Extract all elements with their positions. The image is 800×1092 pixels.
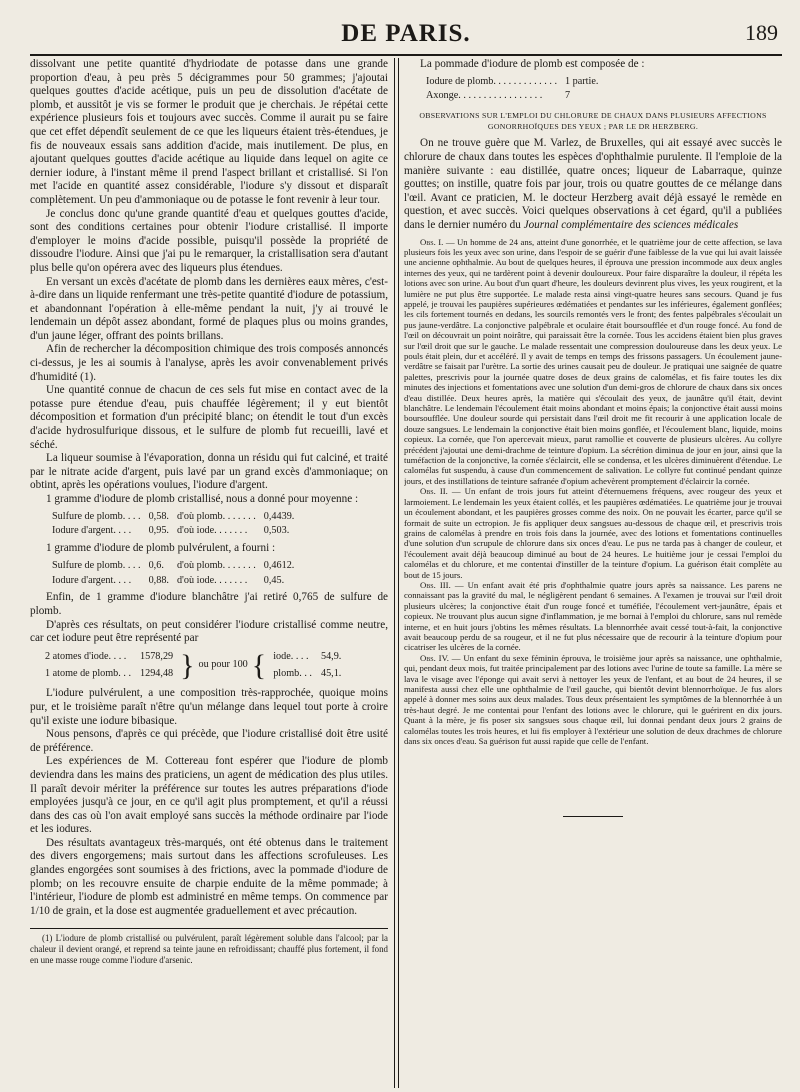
- paragraph: Afin de rechercher la décomposition chimique des trois composés annoncés ci-dessus, je les ai soumis à l'analyse, après les avoir convenablement privés d'humidité (1).: [30, 343, 388, 383]
- columns: [30, 58, 782, 1092]
- table-row: Axonge. . . . . . . . . . . . . . . . . 7: [426, 90, 571, 102]
- paragraph: 1 gramme d'iodure de plomb pulvérulent, a fourni :: [46, 542, 276, 555]
- paragraph: 1 gramme d'iodure de plomb cristallisé, nous a donné pour moyenne :: [46, 493, 359, 505]
- journal-title: Journal complémentaire des sciences médicales: [523, 218, 739, 231]
- column-rule: [394, 58, 399, 1088]
- brace-right: }: [180, 648, 195, 682]
- observation: Obs. III. — Un enfant avait été pris d'ophthalmie quatre jours après sa naissance. Les parens ne connaissant pas la gravité du mal, le négligèrent pendant 6 semaines. A l'examen je trouvai sur l'œil droit plusieurs ulcères; la conjonctive était d'un rouge foncé et tuméfiée, l'écoulement vert-jaunâtre, épais et copieux. Ne trouvant plus aucun signe d'inflammation, je me bornai à l'emploi du chlorure, sans nul remède interne, et en huit jours j'obtins les mêmes résultats. La blennorrhée avait cessé tout-à-fait, la conjonctive avait beaucoup perdu de sa rougeur, et il ne fut plus nécessaire que de recourir à la teinture d'opium pour cicatriser les ulcères de la cornée.: [404, 579, 782, 653]
- footnote-rule: [30, 928, 388, 929]
- table-row: Iodure d'argent. . . . 0,95. d'où iode. . . . . . . 0,503.: [52, 525, 290, 537]
- paragraph: La liqueur soumise à l'évaporation, donna un résidu qui fut calciné, et traité par le nitrate acide d'argent, puis lavé par un grand excès d'ammoniaque; on obtint, après les opérations voulues, l'iodure d'argent.: [30, 452, 388, 492]
- paragraph: Une quantité connue de chacun de ces sels fut mise en contact avec de la potasse pure étendue d'eau, puis chauffée légèrement; il y eut bientôt décomposition et formation d'un précipité blanc; on étendit le tout d'un excès d'acide hydrosulfurique dissous, et le sulfure de plomb fut recueilli, lavé et séché.: [30, 384, 388, 451]
- table-row: Iodure de plomb. . . . . . . . . . . . . 1 partie.: [426, 75, 599, 87]
- paragraph: Je conclus donc qu'une grande quantité d'eau et quelques gouttes d'acide, sont des conditions certaines pour obtenir l'iodure cristallisé. Il importe d'employer le moins d'acide possible, puisqu'il possède la propriété de dissoudre l'iodure. Ainsi que j'ai pu le remarquer, la cristallisation sera d'autant plus belle qu'on opérera avec des liqueurs plus étendues.: [30, 207, 388, 274]
- paragraph: On ne trouve guère que M. Varlez, de Bruxelles, qui ait essayé avec succès le chlorure de chaux dans toutes les espèces d'ophthalmie purulente. Il l'emploie de la manière suivante : eau distillée, quatre onces; liqueur de Labarraque, quinze gouttes; on instille, quatre fois par jour, trois ou quatre gouttes de ce mélange dans l'œil. Avant ce praticien, M. le docteur Herzberg avait déjà essayé le remède en question, et avec succès. Voici quelques observations à cet égard, qu'il a publiées dans le dernier numéro du Journal complémentaire des sciences médicales: [404, 137, 782, 231]
- footnote: (1) L'iodure de plomb cristallisé ou pulvérulent, paraît légèrement soluble dans l'alcool; par la chaleur il devient orangé, et reprend sa teinte jaune en refroidissant; chauffé plus fortement, il fond en une masse rouge comme l'iodure d'arsenic.: [30, 933, 388, 965]
- analysis-table-powder: [50, 558, 302, 590]
- section-heading: OBSERVATIONS SUR L'EMPLOI DU CHLORURE DE CHAUX DANS PLUSIEURS AFFECTIONS GONORRHOÏQUES DES YEUX ; PAR LE DR HERZBERG.: [419, 111, 767, 131]
- paragraph: dissolvant une petite quantité d'hydriodate de potasse dans une grande proportion d'eau, à peu près 5 décigrammes pour 50 grammes; j'ajoutai quelques gouttes d'acide acétique, puis un peu de dissolution d'acétate de plomb, et aussitôt je vis se former le produit que je cherchais. Je répétai cette expérience plusieurs fois et toujours avec succès. Comme il aurait pu se faire que cet effet dépendît seulement de ce que les liqueurs étaient très-étendues, je fis de nouveaux essais sans addition d'acide, mais inutilement. De plus, en ajoutant quelques gouttes d'acide acétique au liquide dans lequel on agite ce dernier iodure, à l'instant même il prend l'aspect brillant et cristallisé. Si l'on met l'acide en quantité assez considérable, l'iodure s'y dissout et disparaît complètement. Un peu d'ammoniaque ou de potasse le font revenir à leur tour.: [30, 58, 388, 206]
- table-row: Sulfure de plomb. . . . 0,58. d'où plomb. . . . . . . 0,4439.: [52, 510, 295, 522]
- paragraph: Les expériences de M. Cottereau font espérer que l'iodure de plomb deviendra dans les mains des praticiens, un agent de médication des plus utiles. Il paraît devoir mériter la préférence sur toutes les autres préparations d'iode employées jusqu'à ce jour, en ce qu'il agit plus promptement, et qu'il a réussi dans des cas où l'on avait employé sans succès la méthode ordinaire par l'iode et les iodures.: [30, 755, 388, 836]
- paragraph: Enfin, de 1 gramme d'iodure blanchâtre j'ai retiré 0,765 de sulfure de plomb.: [30, 591, 388, 617]
- end-rule: [563, 816, 623, 817]
- table-row: Sulfure de plomb. . . . 0,6. d'où plomb. . . . . . . 0,4612.: [52, 559, 295, 571]
- table-row: Iodure d'argent. . . . 0,88. d'où iode. . . . . . . 0,45.: [52, 574, 285, 586]
- paragraph: Nous pensons, d'après ce qui précède, que l'iodure cristallisé doit être usité de préférence.: [30, 728, 388, 754]
- paragraph: Des résultats avantageux très-marqués, ont été obtenus dans le traitement des divers engorgemens; mais surtout dans les affections scrofuleuses. Les glandes engorgées sont soumises à des frictions, avec la pommade d'iodure de plomb; on les recouvre ensuite de charpie enduite de la même pommade; à l'intérieur, l'iodure de plomb est administré en même temps. On commence par 1/10 de grain, et la dose est augmentée graduellement et avec précaution.: [30, 836, 388, 917]
- right-column: [404, 58, 782, 1092]
- paragraph: L'iodure pulvérulent, a une composition très-rapprochée, quoique moins pur, et le troisième paraît n'être qu'un mélange dans lequel tout porte à croire qu'il existe une iodure bibasique.: [30, 687, 388, 727]
- paragraph: D'après ces résultats, on peut considérer l'iodure cristallisé comme neutre, car cet iodure peut être représenté par: [30, 618, 388, 645]
- running-title: DE PARIS.: [341, 20, 471, 47]
- paragraph: La pommade d'iodure de plomb est composée de :: [420, 58, 645, 70]
- page-number: 189: [745, 20, 778, 45]
- brace-left: {: [251, 648, 267, 682]
- observation: Obs. IV. — Un enfant du sexe féminin éprouva, le troisième jour après sa naissance, une ophthalmie, qui, pendant deux mois, fut traitée principalement par des lotions avec l'urine de toute sa famille. La mère se lava le visage avec l'éponge qui avait servi à nettoyer les yeux de l'enfant, et au bout de 24 heures, il se manifesta aussi chez elle une ophthalmie de l'œil gauche, qui bientôt devint blennorrhoïque. Je fus alors appelé à donner mes soins aux deux malades. Tous deux présentaient les symptômes de la blennorrhée à un très-haut degré. Je me contentai pour l'enfant des lotions avec le chlorure, qui le guérirent en dix jours. Quant à la mère, je fis poser six sangsues sous chaque œil, lui donnai pendant deux jours 2 grains de calomélas toutes les trois heures, et lui fis employer à l'extérieur une solution de deux drachmes de chlorure dans six onces d'eau. Sa guérison fut aussi rapide que celle de l'enfant.: [404, 652, 782, 747]
- observation: Obs. II. — Un enfant de trois jours fut atteint d'éternuemens fréquens, avec rougeur des yeux et larmoiement. Le lendemain les yeux étaient collés, et les paupières œdématiées. Le quatrième jour je trouvai un écoulement abondant, et les paupières grosses comme des noix. On ne pouvait les écarter, parce qu'il se formait de suite un ectropion. Je fis appliquer deux sangsues au-dessous de chaque œil, et prescrivis trois grains de calomélas à prendre en trois fois dans la journée, avec des lotions et fomentations continuelles d'une solution d'un scrupule de chlorure dans six onces d'eau. Le pus ne tarda pas à changer de couleur, et l'écoulement avait déjà beaucoup diminué au bout de 24 heures. Le huitième jour je cessai l'emploi du calomélas et du chlorure, et me contentai d'instiller de la teinture d'opium. La guérison était complète au bout de 15 jours.: [404, 486, 782, 580]
- observation: Obs. I. — Un homme de 24 ans, atteint d'une gonorrhée, et le quatrième jour de cette affection, se lava plusieurs fois les yeux avec son urine, dans l'espoir de se guérir d'une faiblesse de la vue qui lui avait laissée une ancienne ophthalmie. Au bout de quelques heures, il éprouva une pression incommode aux deux angles internes des yeux, qui ne tardèrent point à devenir douloureux. Pour faire disparaître la douleur, il répéta les lotions avec son urine. Au bout d'un quart d'heure, les douleurs devinrent plus vives, les yeux rougirent, et la lumière ne put plus être supportée. Le malade resta ainsi vingt-quatre heures sans secours. Quand je fus appelé, je trouvai les paupières supérieures œdématiées et pendantes sur les inférieures, également gonflées; les cils fortement tournés en dedans, les sourcils remontés vers le front; des fentes palpébrales s'écoulait un pus jaune-verdâtre. La conjonctive palpébrale et oculaire était boursoufflée et d'un rouge foncé. Au fond de l'œil on découvrait un point noirâtre, qui paraissait être la cornée. Tous les accidens étaient bien plus graves sur l'œil droit que sur le gauche. Le malade ressentait une compression douloureuse dans les deux yeux. Le pouls était plein, dur et accéléré. Il y avait de temps en temps des frissons passagers. Un écoulement jaune-verdâtre se faisait par l'urètre. La sortie des urines causait peu de douleur. Je pratiquai une saignée de quatre palettes, prescrivis pour la journée quatre doses de deux grains de calomélas, et fis faire toutes les dix minutes des injections et fomentations avec une solution d'un demi-gros de chlorure de chaux dans six onces d'eau distillée. Deux heures après, la matière qui s'écoulait des yeux, de jaunâtre qu'il était, devint blanchâtre. Le lendemain l'écoulement était moins abondant et moins épais; la conjonctive était aussi moins boursoufflée. Une douleur sourde qui persistait dans l'œil droit me fit recourir à une application locale de douze sangsues. Le lendemain la conjonctive était bien moins gonflée, et l'écoulement blanc, liquide, moins copieux. La cornée, que l'on apercevait mieux, parut ramollie et couverte de plusieurs ulcères. Au collyre précédent j'ajoutai une demi-drachme de teinture d'opium. La sécrétion diminua de jour en jour, ainsi que la tuméfaction de la conjonctive, la cornée s'éclaircit, elle se condensa, et les ulcères diminuèrent d'étendue. Le calomélas fut suspendu, à cause d'un commencement de salivation. Le collyre fut continué pendant quinze jours, et des instillations de teinture safranée d'opium achevèrent promptement d'éclaircir la cornée.: [404, 236, 782, 486]
- atomic-formula: 2 atomes d'iode. . . . 1578,29 1 atome de plomb. . . 1294,48 } ou pour 100 { iode. . . . 54,9. plomb. . . 45,1.: [45, 648, 342, 682]
- analysis-table-crystallized: [50, 509, 302, 541]
- page-header: [30, 14, 782, 56]
- paragraph: En versant un excès d'acétate de plomb dans les dernières eaux mères, c'est-à-dire dans un liquide renfermant une très-petite quantité d'iodure de potassium, et abandonnant l'opération à elle-même pendant la nuit, j'y ai trouvé le lendemain un dépôt assez abondant, formé de plaques plus ou moins grandes, d'un jaune léger, offrant des points brillans.: [30, 275, 388, 342]
- pommade-recipe: [424, 74, 606, 106]
- left-column: [30, 58, 388, 1092]
